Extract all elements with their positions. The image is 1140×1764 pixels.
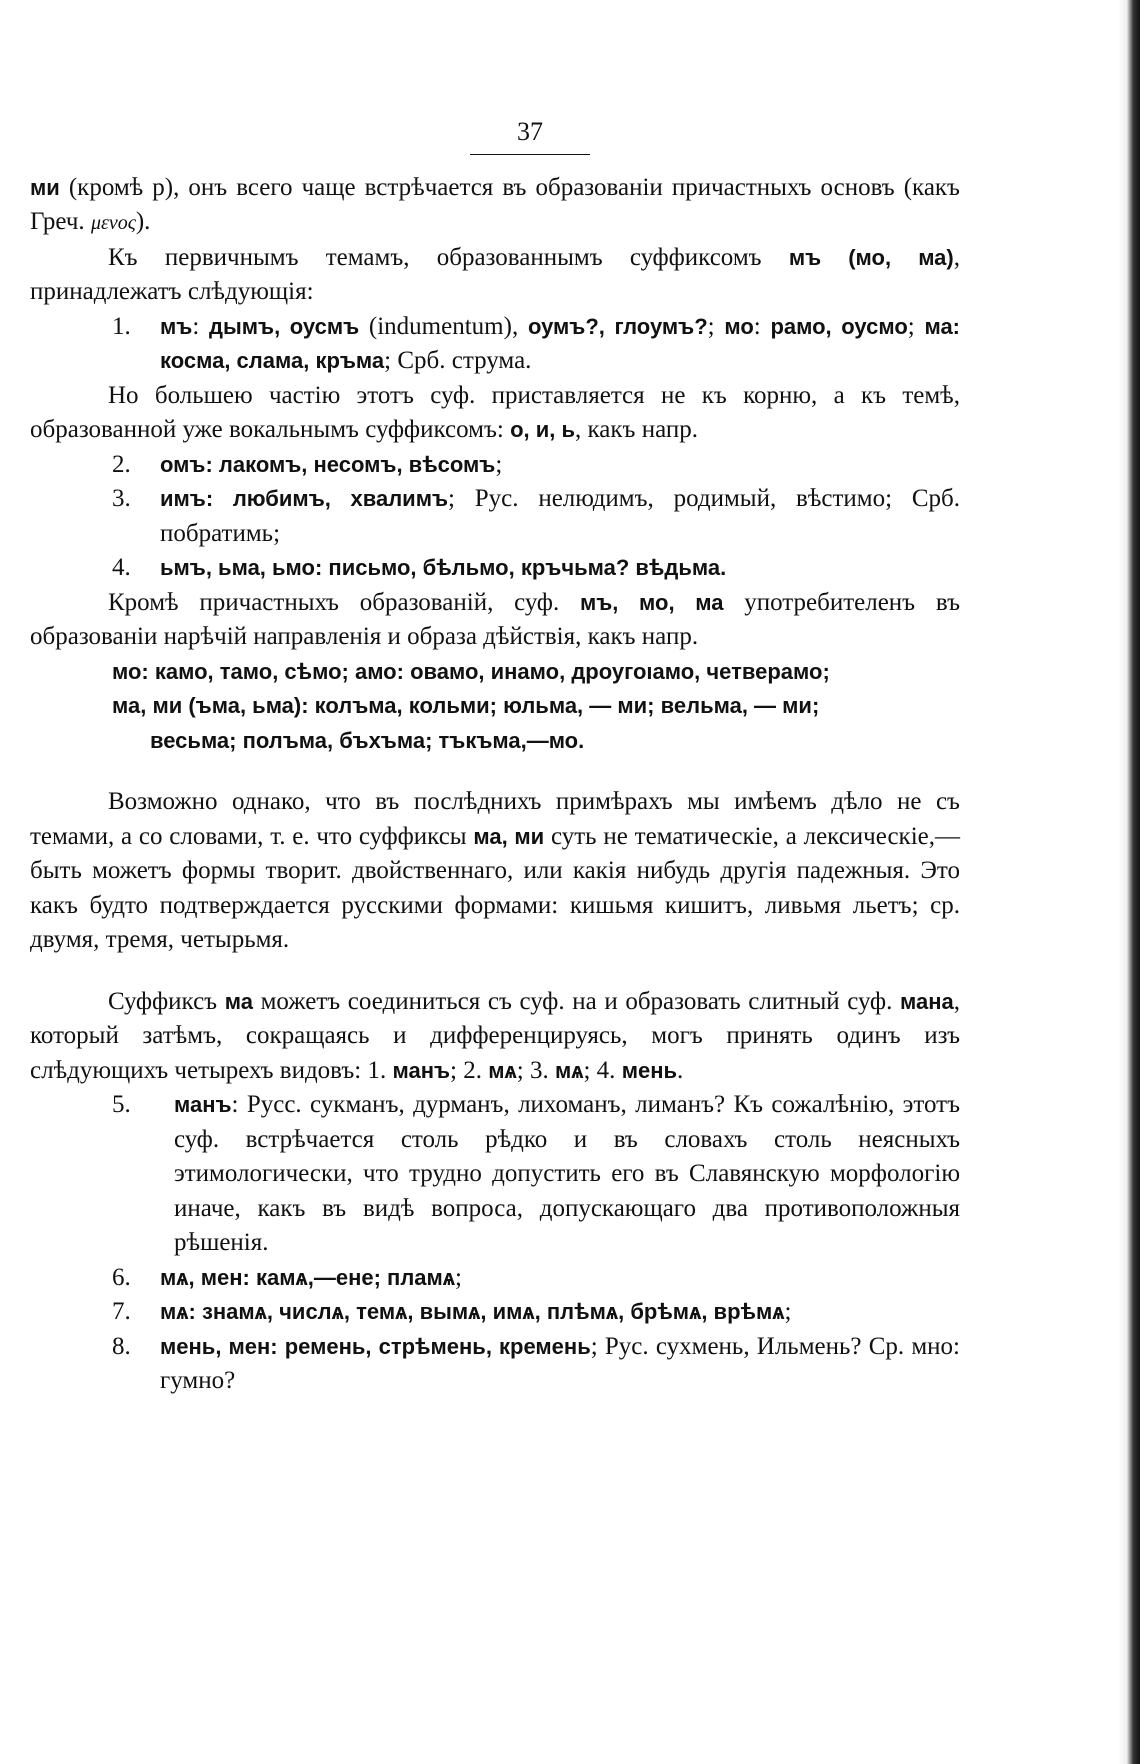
list-item-5 xyxy=(112,1088,960,1261)
paragraph-participle-suffix xyxy=(30,171,960,241)
spacer xyxy=(30,958,960,985)
list-item-3 xyxy=(112,482,960,551)
text-run: ; xyxy=(784,1298,792,1325)
bold-term: рамо, оусмо xyxy=(770,313,908,339)
list-item-7 xyxy=(112,1295,960,1330)
text-run: суть не тематическіе, а лексическіе,—быть можетъ формы творит. двойственнаго, или какія нибудь другія падежныя. Это какъ будто подтверждается русскими формами: кишьмя кишитъ, ливьмя льетъ; ср. двумя, тремя, четырьмя. xyxy=(30,822,960,953)
paragraph-adverbs xyxy=(30,586,960,655)
list-item-8 xyxy=(112,1330,960,1399)
list-number: 6. xyxy=(112,1263,131,1291)
paragraph-vocalic-suffix xyxy=(30,379,960,448)
bold-term: мъ (мо, ма) xyxy=(788,244,954,270)
list-item-1 xyxy=(112,310,960,379)
text-run: ; xyxy=(707,312,725,340)
text-run: Къ первичнымъ темамъ, образованнымъ суффиксомъ xyxy=(108,243,789,271)
greek-term: μενος xyxy=(90,212,136,234)
list-item-2 xyxy=(112,448,960,483)
scan-edge xyxy=(1118,0,1140,1764)
list-number: 3. xyxy=(112,485,131,512)
example-line-continued xyxy=(150,724,960,759)
list-item-4 xyxy=(112,551,960,586)
bold-term: дымъ, оусмъ xyxy=(209,313,360,339)
bold-term: мѧ xyxy=(488,1057,517,1083)
text-run: ; Срб. струма. xyxy=(384,347,532,374)
bold-term: ма, ми (ъма, ьма): колъма, кольми; юльма, — ми; вельма, — ми; xyxy=(112,693,820,718)
bold-term: мѧ: знамѧ, числѧ, темѧ, вымѧ, имѧ, плѣмѧ, брѣмѧ, врѣмѧ xyxy=(160,1299,785,1324)
text-run: Суффиксъ xyxy=(108,987,225,1015)
paragraph-lexical-hypothesis xyxy=(30,785,960,958)
bold-term: манъ xyxy=(174,1092,232,1117)
text-run: ; Рус. нелюдимъ, родимый, вѣстимо; Срб. побратимь; xyxy=(160,485,961,547)
book-page xyxy=(30,115,960,1399)
bold-term: мъ, мо, ма xyxy=(579,589,724,615)
text-run: Кромѣ причастныхъ образованій, суф. xyxy=(108,588,580,616)
text-run: : xyxy=(192,312,209,340)
bold-term: ма xyxy=(224,988,253,1014)
text-run: ). xyxy=(135,208,151,235)
paragraph-primary-themes xyxy=(30,241,960,310)
text-run: , какъ напр. xyxy=(575,416,698,443)
text-run: ; Рус. сухмень, Ильмень? Ср. мно: гумно? xyxy=(160,1332,960,1394)
bold-term: манъ xyxy=(392,1057,451,1083)
text-run: (кромѣ р), онъ всего чаще встрѣчается въ образованіи причастныхъ основъ (какъ Греч. xyxy=(30,173,960,235)
text-run: Но большею частію этотъ суф. приставляется не къ корню, а къ темѣ, образованной уже вокальнымъ суффиксомъ: xyxy=(30,381,960,443)
text-run: (indumentum), xyxy=(359,312,528,340)
text-run: можетъ соединиться съ суф. на и образовать слитный суф. xyxy=(252,987,901,1015)
text-run: Возможно однако, что въ послѣднихъ примѣрахъ мы имѣемъ дѣло не съ темами, а со словами, т. е. что суффиксы xyxy=(30,788,960,850)
list-number: 2. xyxy=(112,450,131,478)
page-number: 37 xyxy=(470,115,590,155)
bold-term: мо: камо, тамо, сѣмо; амо: овамо, инамо, дроугоıамо, четверамо; xyxy=(112,658,830,684)
bold-term: мѧ, мен: камѧ,—ене; пламѧ xyxy=(160,1264,456,1290)
list-number: 8. xyxy=(112,1332,131,1360)
bold-term: весьма; полъма, бъхъма; тъкъма,—мо. xyxy=(150,727,585,753)
text-run: ; 2. xyxy=(450,1056,489,1084)
text-run: употребителенъ въ образованіи нарѣчій направленія и образа дѣйствія, какъ напр. xyxy=(30,588,960,650)
bold-term: оумъ?, глоумъ? xyxy=(527,313,708,339)
bold-term: ма: косма, слама, кръма xyxy=(160,313,960,373)
example-line-ma xyxy=(112,689,960,724)
example-line-mo xyxy=(112,655,960,690)
list-item-6 xyxy=(112,1261,960,1296)
text-run: ; xyxy=(455,1263,462,1291)
text-run: : xyxy=(753,312,771,340)
spacer xyxy=(30,758,960,785)
text-run: , который затѣмъ, сокращаясь и дифференцируясь, могъ принять одинъ изъ слѣдующихъ четырехъ видовъ: 1. xyxy=(30,987,961,1084)
bold-term: омъ: лакомъ, несомъ, вѣсомъ xyxy=(160,451,496,477)
bold-term: ма, ми xyxy=(473,823,545,849)
bold-term: ьмъ, ьма, ьмо: письмо, бѣльмо, кръчьма? вѣдьма. xyxy=(160,555,727,580)
bold-term: ми xyxy=(30,174,60,200)
text-run: ; xyxy=(907,312,925,340)
bold-term: мо xyxy=(724,313,754,339)
list-number: 5. xyxy=(112,1091,131,1118)
bold-term: имъ: любимъ, хвалимъ xyxy=(160,486,449,511)
paragraph-mana-suffix xyxy=(30,985,960,1089)
text-run: ; 4. xyxy=(583,1056,622,1084)
bold-term: мень xyxy=(621,1057,678,1083)
bold-term: мъ xyxy=(160,313,193,339)
text-run: ; 3. xyxy=(516,1056,555,1084)
list-number: 1. xyxy=(112,312,131,340)
list-number: 7. xyxy=(112,1298,131,1325)
text-run: ; xyxy=(495,450,503,478)
text-run: , принадлежатъ слѣдующія: xyxy=(30,243,960,305)
bold-term: мана xyxy=(900,988,954,1014)
list-number: 4. xyxy=(112,554,131,581)
bold-term: мѧ xyxy=(554,1057,584,1083)
bold-term: мень, мен: ремень, стрѣмень, кремень xyxy=(160,1333,591,1359)
bold-term: о, и, ь xyxy=(510,417,576,442)
text-run: : Русс. сукманъ, дурманъ, лихоманъ, лиманъ? Къ сожалѣнію, этотъ суф. встрѣчается столь рѣдко и въ словахъ столь неясныхъ этимологически, что трудно допустить его въ Славянскую морфологію иначе, какъ въ видѣ вопроса, допускающаго два противоположныя рѣшенія. xyxy=(174,1091,960,1256)
text-run: . xyxy=(677,1056,684,1084)
